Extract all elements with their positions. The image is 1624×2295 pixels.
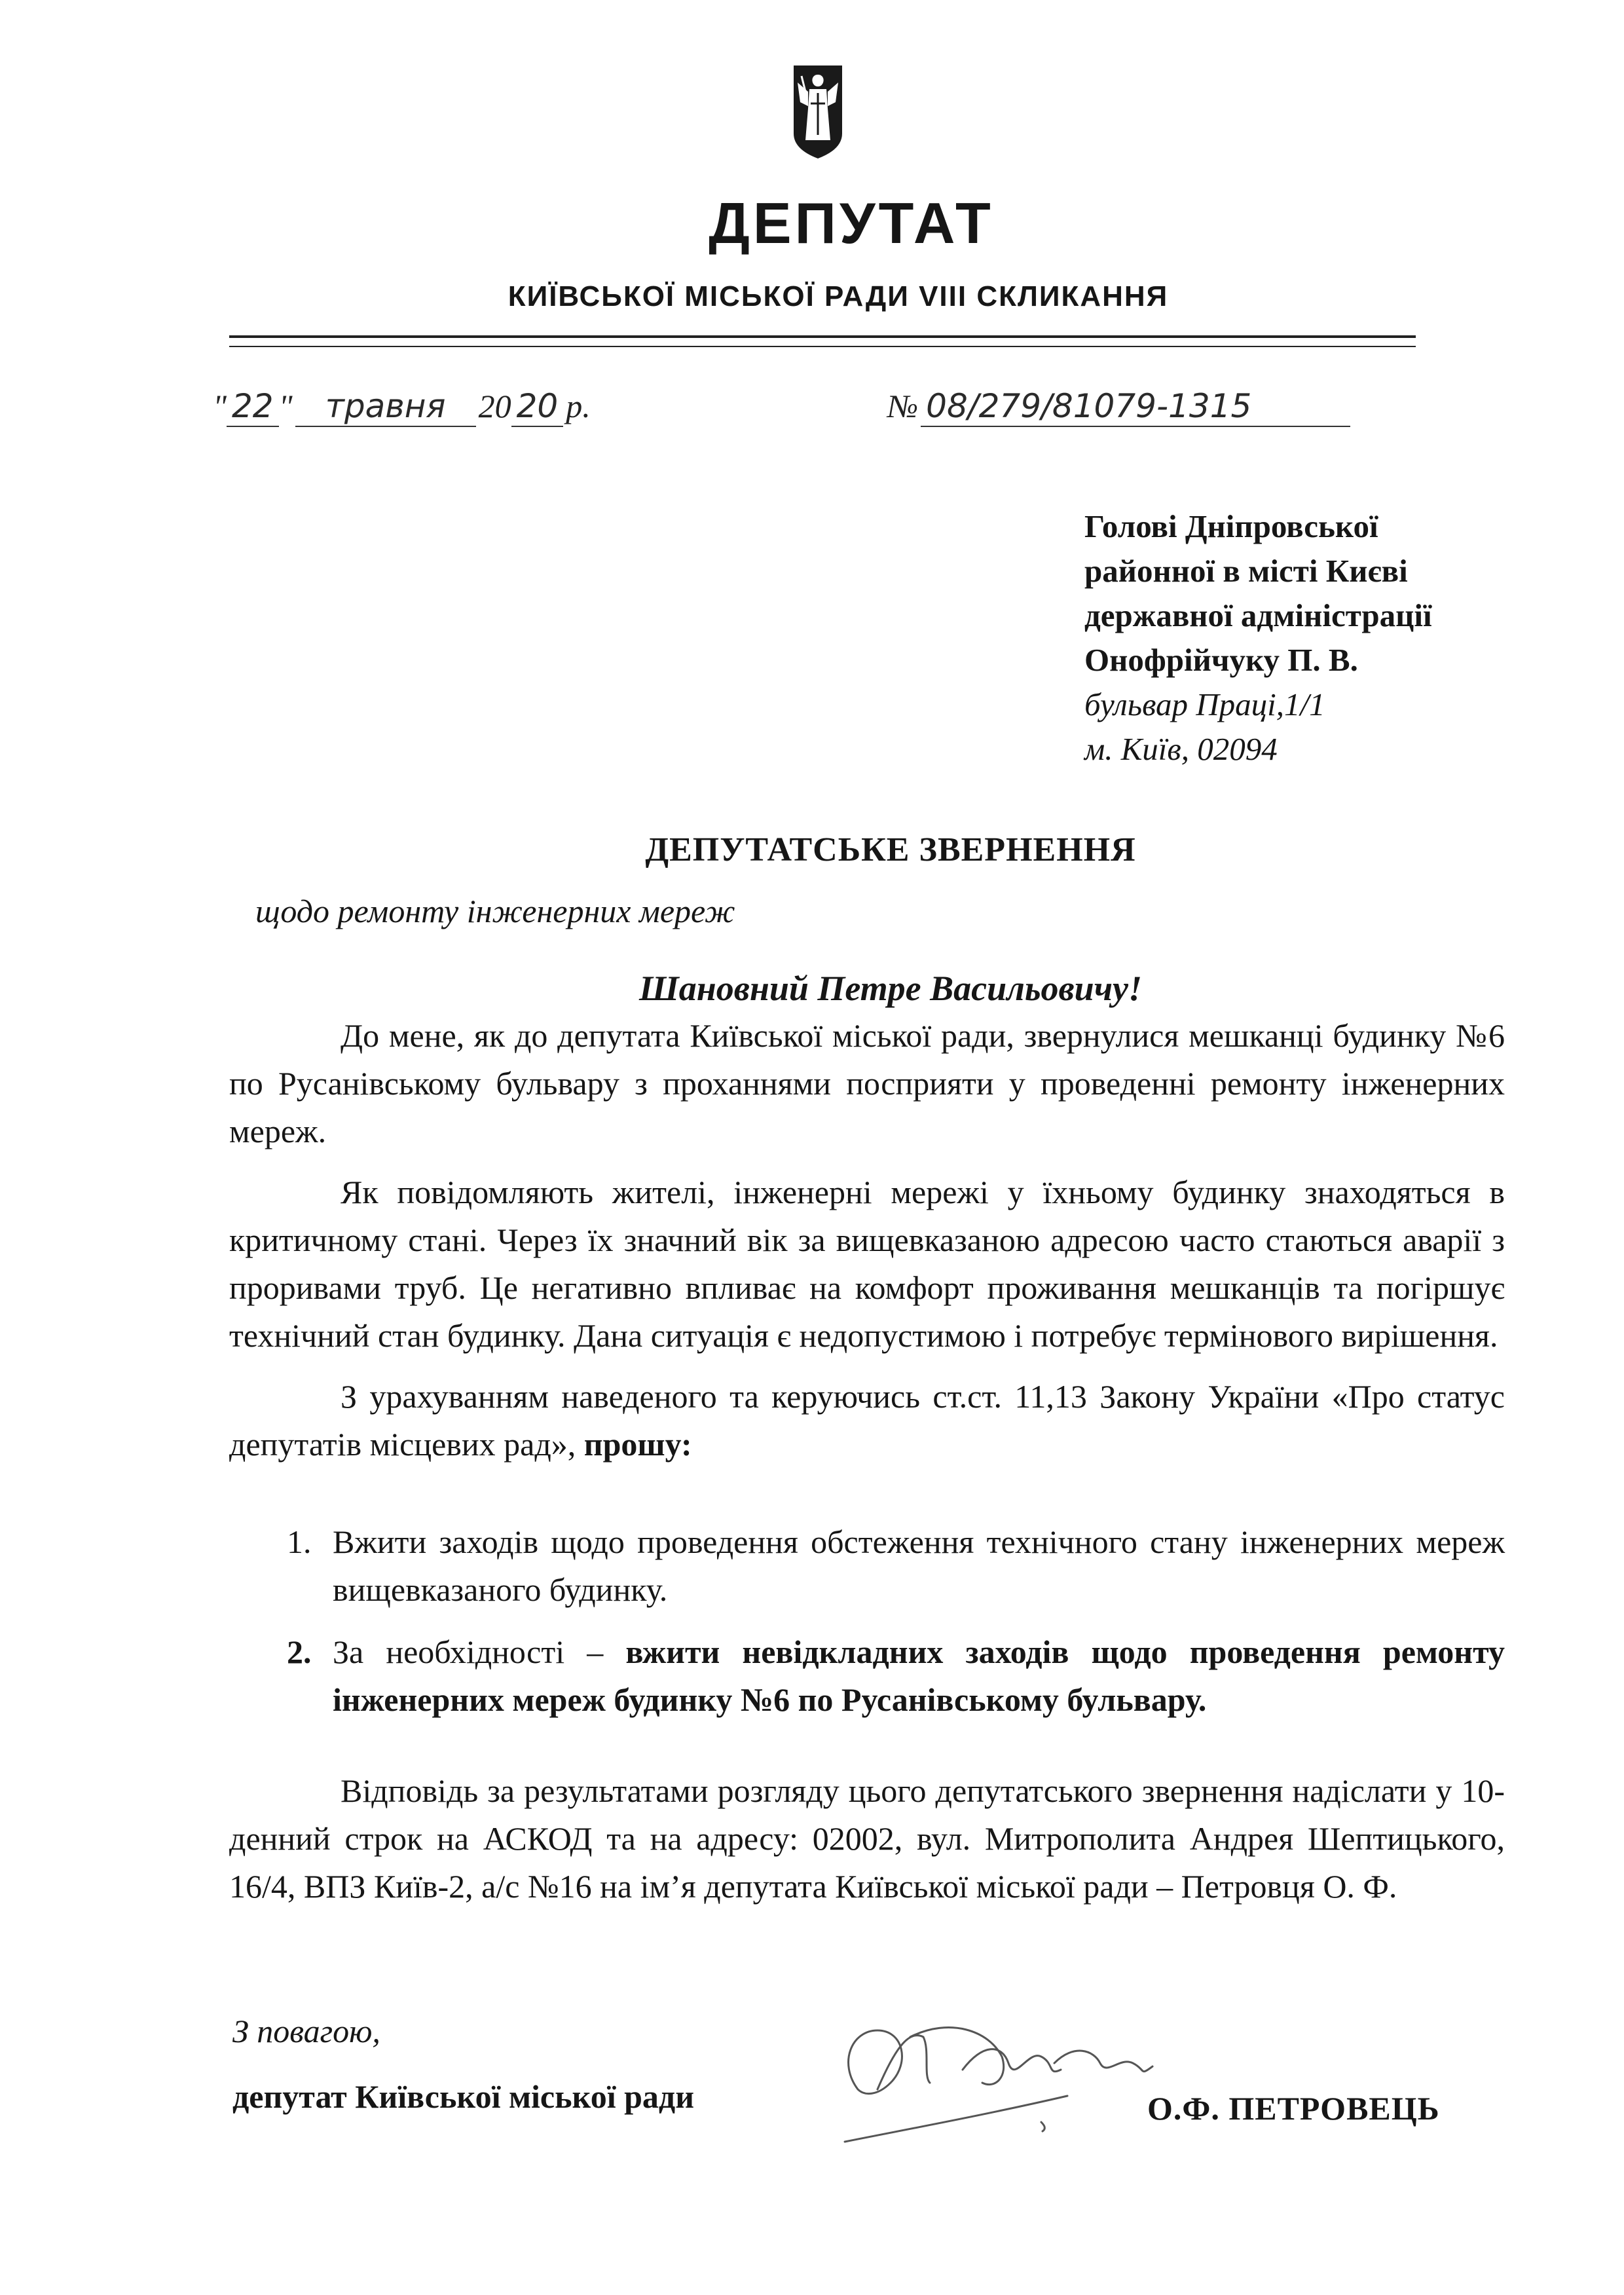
recipient-block bbox=[1084, 504, 1432, 772]
list-item-bold-text: вжити невідкладних заходів щодо проведення ремонту інженерних мереж будинку №6 по Русанівському бульвару. bbox=[333, 1633, 1505, 1718]
document-heading: ДЕПУТАТСЬКЕ ЗВЕРНЕННЯ bbox=[645, 831, 1136, 868]
response-paragraph-block bbox=[229, 1767, 1505, 1911]
date-line bbox=[213, 386, 591, 427]
list-item-number: 1. bbox=[287, 1523, 312, 1560]
salutation: Шановний Петре Васильовичу! bbox=[638, 969, 1143, 1008]
recipient-line: районної в місті Києві bbox=[1084, 553, 1408, 589]
signatory-name: О.Ф. ПЕТРОВЕЦЬ bbox=[1147, 2090, 1440, 2127]
list-item bbox=[262, 1628, 1505, 1724]
paragraph-3-text: З урахуванням наведеного та керуючись ст.ст. 11,13 Закону України «Про статус депутатів місцевих рад», bbox=[229, 1378, 1505, 1463]
closing-position: депутат Київської міської ради bbox=[232, 2078, 695, 2115]
list-item-number: 2. bbox=[287, 1633, 312, 1670]
date-close-quote: " bbox=[278, 388, 293, 424]
letterhead-rule-thin bbox=[229, 346, 1416, 347]
recipient-name: Онофрійчуку П. В. bbox=[1084, 642, 1358, 678]
date-day: 22 bbox=[227, 386, 279, 427]
date-month: травня bbox=[295, 386, 476, 427]
document-subject: щодо ремонту інженерних мереж bbox=[255, 893, 735, 929]
paragraph-4: Відповідь за результатами розгляду цього депутатського звернення надіслати у 10-денний строк на АСКОД та на адресу: 02002, вул. Митрополита Андрея Шептицького, 16/4, ВПЗ Київ-2, а/с №16 на ім’я депутата Київської міської ради – Петровця О. Ф. bbox=[229, 1772, 1505, 1905]
closing-regards: З повагою, bbox=[232, 2013, 380, 2049]
recipient-line: державної адміністрації bbox=[1084, 597, 1432, 633]
recipient-city: м. Київ, 02094 bbox=[1084, 731, 1278, 767]
date-year-mark: р. bbox=[566, 388, 591, 424]
paragraph-2: Як повідомляють жителі, інженерні мережі у їхньому будинку знаходяться в критичному стані. Через їх значний вік за вищевказаною адресою часто стаються аварії з проривами труб. Це негативно впливає на комфорт проживання мешканців та погіршує технічний стан будинку. Дана ситуація є недопустимою і потребує термінового вирішення. bbox=[229, 1174, 1505, 1354]
date-year-suffix: 20 bbox=[511, 386, 564, 427]
date-year-prefix: 20 bbox=[478, 388, 511, 424]
recipient-line: Голові Дніпровської bbox=[1084, 508, 1378, 544]
letterhead-rule-thick bbox=[229, 335, 1416, 338]
handwritten-signature bbox=[832, 1991, 1172, 2148]
request-list bbox=[262, 1518, 1505, 1738]
letterhead-subtitle: КИЇВСЬКОЇ МІСЬКОЇ РАДИ VIII СКЛИКАННЯ bbox=[507, 280, 1169, 312]
recipient-street: бульвар Праці,1/1 bbox=[1084, 686, 1325, 722]
request-word: прошу: bbox=[583, 1426, 692, 1463]
registration-number-line bbox=[887, 386, 1350, 427]
paragraph-3 bbox=[229, 1373, 1505, 1468]
document-body bbox=[229, 1012, 1505, 1468]
date-open-quote: " bbox=[213, 388, 227, 424]
list-item bbox=[262, 1518, 1505, 1614]
list-item-text: За необхідності – bbox=[333, 1633, 604, 1670]
letterhead-title: ДЕПУТАТ bbox=[709, 191, 994, 255]
paragraph-1: До мене, як до депутата Київської міської ради, звернулися мешканці будинку №6 по Русанівському бульвару з проханнями посприяти у проведенні ремонту інженерних мереж. bbox=[229, 1017, 1505, 1149]
list-item-text: Вжити заходів щодо проведення обстеження технічного стану інженерних мереж вищевказаного будинку. bbox=[333, 1523, 1505, 1608]
kyiv-coat-of-arms-emblem bbox=[791, 63, 845, 161]
number-sign: № bbox=[887, 388, 919, 424]
registration-number: 08/279/81079-1315 bbox=[921, 386, 1350, 427]
